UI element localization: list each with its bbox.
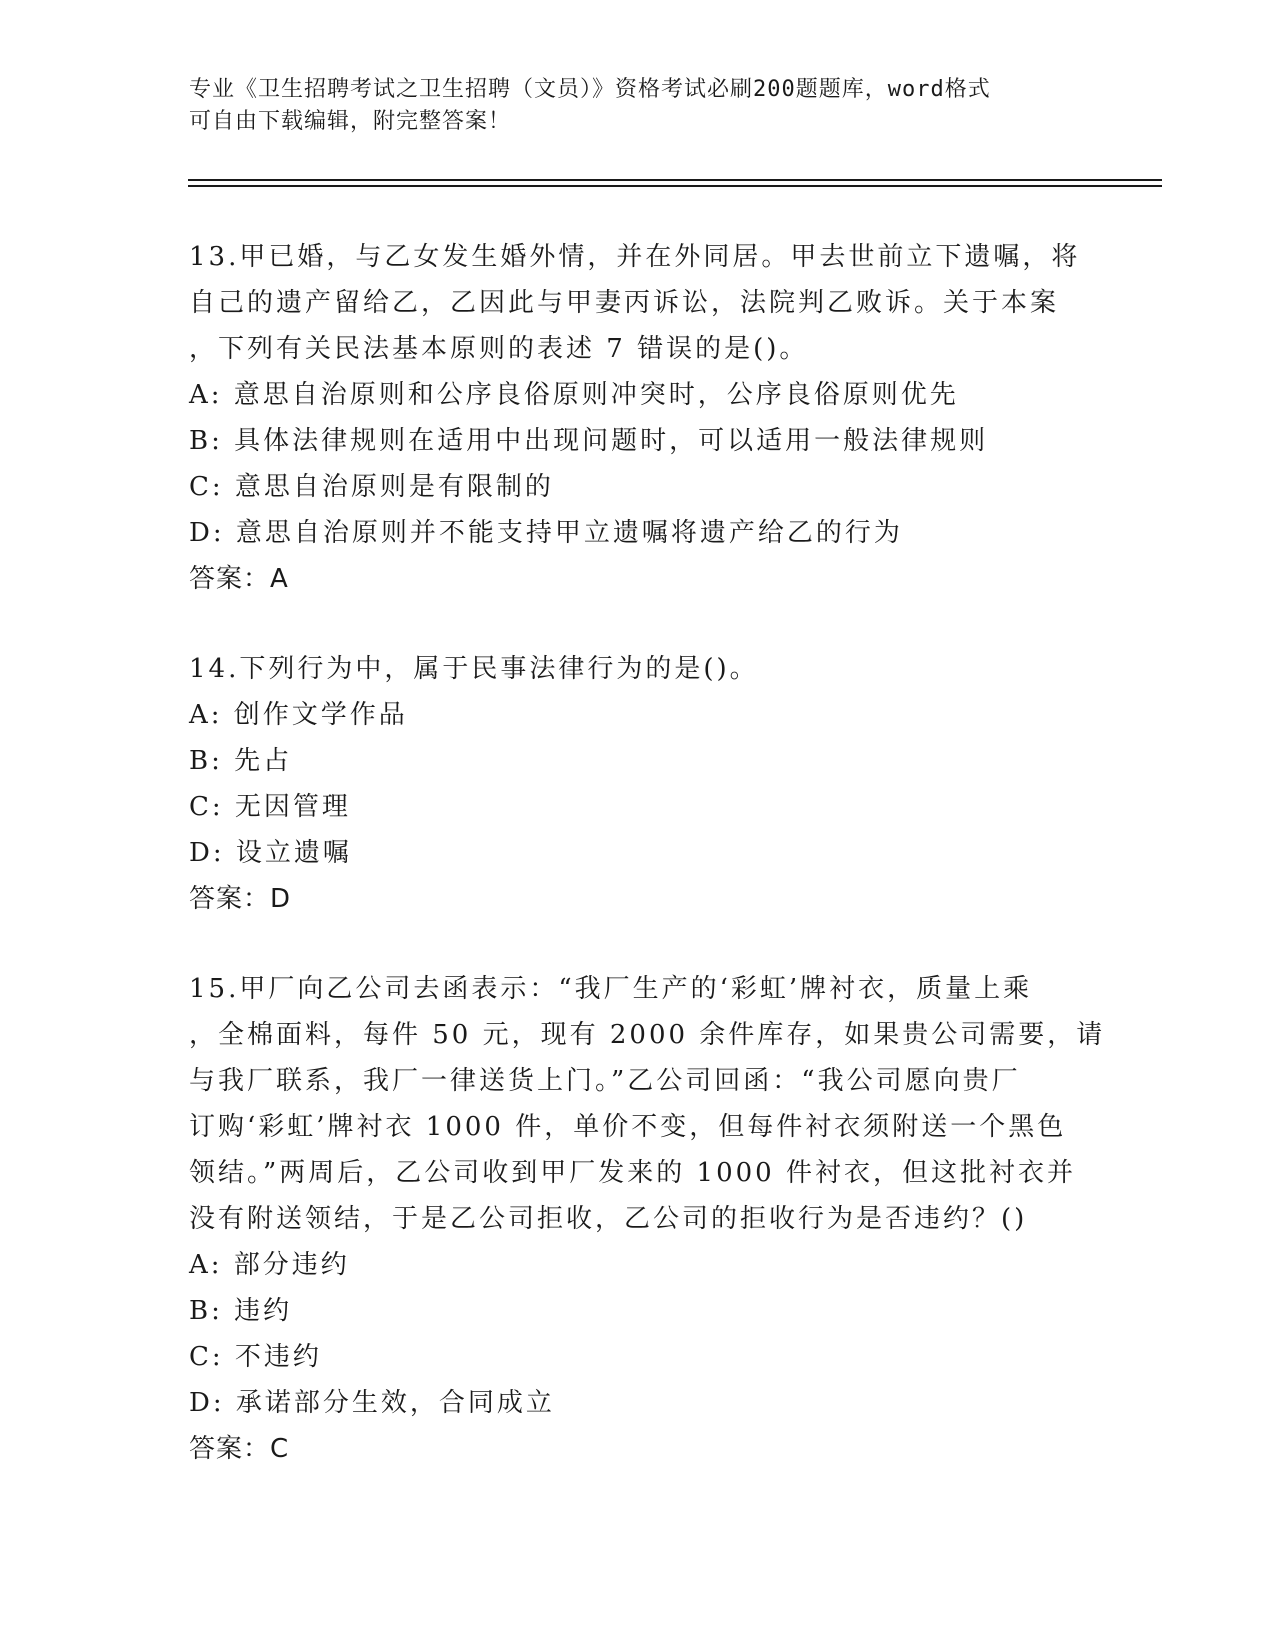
question-15 xyxy=(189,966,1106,1472)
option-c: C: 无因管理 xyxy=(189,792,351,822)
option-a: A: 意思自治原则和公序良俗原则冲突时，公序良俗原则优先 xyxy=(189,380,959,410)
answer-label: 答案：C xyxy=(189,1434,290,1464)
option-b: B: 违约 xyxy=(189,1296,293,1326)
option-a: A: 创作文学作品 xyxy=(189,700,408,730)
question-text-line: 自己的遗产留给乙，乙因此与甲妻丙诉讼，法院判乙败诉。关于本案 xyxy=(189,288,1060,318)
answer-label: 答案：A xyxy=(189,564,289,594)
header-line-2: 可自由下载编辑，附完整答案！ xyxy=(189,109,512,134)
question-text-line: 领结。”两周后，乙公司收到甲厂发来的 1000 件衬衣，但这批衬衣并 xyxy=(189,1158,1076,1188)
question-text-line: ，全棉面料，每件 50 元，现有 2000 余件库存，如果贵公司需要，请 xyxy=(189,1020,1106,1050)
question-text-line: 15.甲厂向乙公司去函表示：“我厂生产的‘彩虹’牌衬衣，质量上乘 xyxy=(189,974,1033,1004)
option-c: C: 不违约 xyxy=(189,1342,322,1372)
document-header xyxy=(189,74,1089,138)
option-d: D: 意思自治原则并不能支持甲立遗嘱将遗产给乙的行为 xyxy=(189,518,903,548)
question-13 xyxy=(189,234,1089,602)
question-14 xyxy=(189,646,1089,922)
question-text-line: 订购‘彩虹’牌衬衣 1000 件，单价不变，但每件衬衣须附送一个黑色 xyxy=(189,1112,1067,1142)
option-d: D: 承诺部分生效，合同成立 xyxy=(189,1388,555,1418)
header-divider-top xyxy=(188,179,1162,181)
option-c: C: 意思自治原则是有限制的 xyxy=(189,472,554,502)
header-line-1: 专业《卫生招聘考试之卫生招聘（文员）》资格考试必刷200题题库，word格式 xyxy=(189,77,991,102)
option-a: A: 部分违约 xyxy=(189,1250,350,1280)
question-text-line: 与我厂联系，我厂一律送货上门。”乙公司回函：“我公司愿向贵厂 xyxy=(189,1066,1021,1096)
answer-label: 答案：D xyxy=(189,884,292,914)
question-text-line: 14.下列行为中，属于民事法律行为的是()。 xyxy=(189,654,759,684)
question-text-line: ，下列有关民法基本原则的表述 7 错误的是()。 xyxy=(189,334,809,364)
header-divider-bottom xyxy=(188,185,1162,187)
question-text-line: 没有附送领结，于是乙公司拒收，乙公司的拒收行为是否违约？() xyxy=(189,1204,1028,1234)
question-text-line: 13.甲已婚，与乙女发生婚外情，并在外同居。甲去世前立下遗嘱，将 xyxy=(189,242,1081,272)
option-d: D: 设立遗嘱 xyxy=(189,838,352,868)
option-b: B: 具体法律规则在适用中出现问题时，可以适用一般法律规则 xyxy=(189,426,989,456)
option-b: B: 先占 xyxy=(189,746,293,776)
